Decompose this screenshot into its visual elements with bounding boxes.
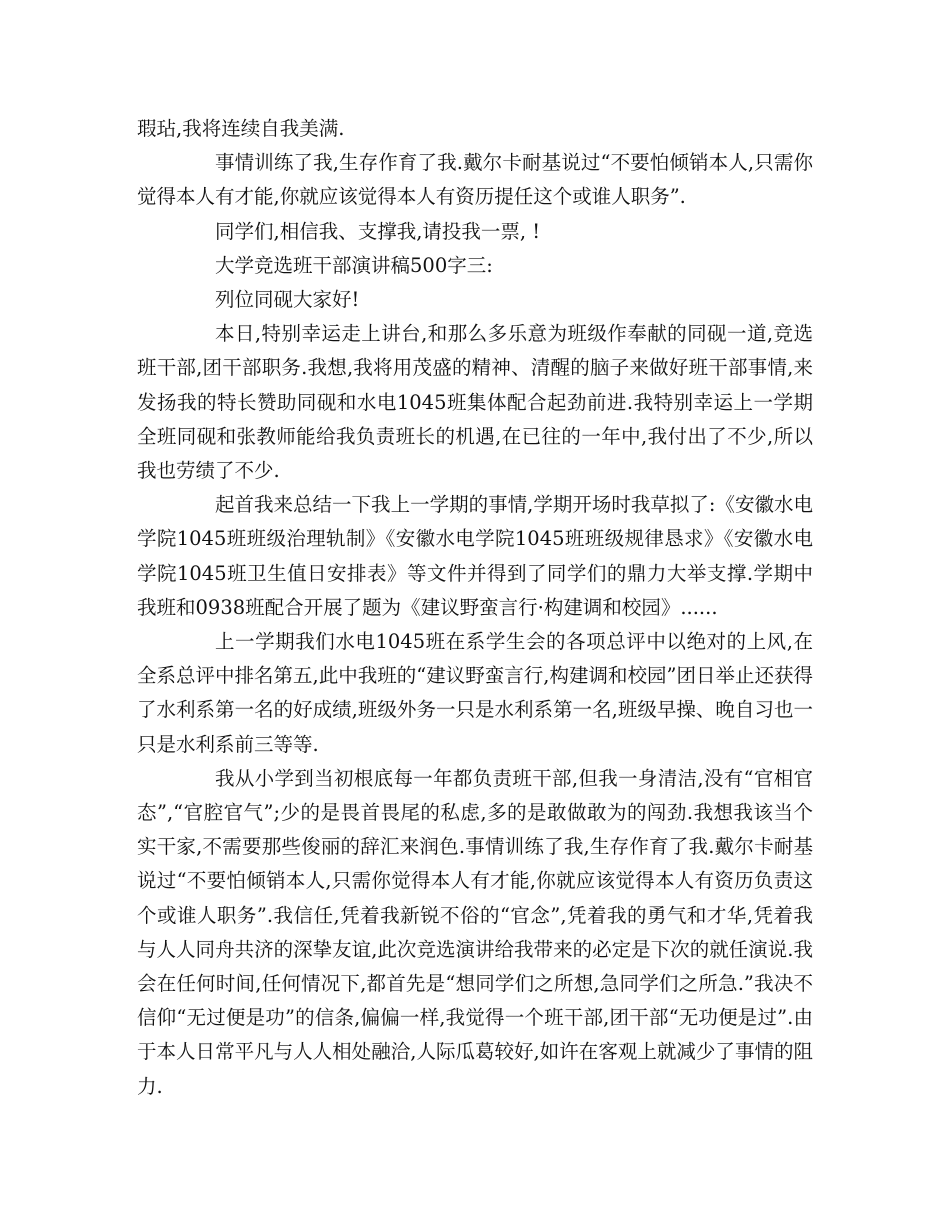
paragraph-5-greeting: 列位同砚大家好! (215, 288, 360, 312)
paragraph-2: 事情训练了我,生存作育了我.戴尔卡耐基说过“不要怕倾销本人,只需你觉得本人有才能,你就应该觉得本人有资历提任这个或谁人职务”. (137, 151, 813, 209)
paragraph-4-heading: 大学竞选班干部演讲稿500字三: (215, 253, 493, 277)
paragraph-9: 我从小学到当初根底每一年都负责班干部,但我一身清洁,没有“官相官态”,“官腔官气”;少的是畏首畏尾的私虑,多的是敢做敢为的闯劲.我想我该当个实干家,不需要那些俊丽的辞汇来润色.事情训练了我,生存作育了我.戴尔卡耐基说过“不要怕倾销本人,只需你觉得本人有才能,你就应该觉得本人有资历负责这个或谁人职务”.我信任,凭着我新锐不俗的“官念”,凭着我的勇气和才华,凭着我与人人同舟共济的深挚友谊,此次竞选演讲给我带来的必定是下次的就任演说.我会在任何时间,任何情况下,都首先是“想同学们之所想,急同学们之所急.”我决不信仰“无过便是功”的信条,偏偏一样,我觉得一个班干部,团干部“无功便是过”.由于本人日常平凡与人人相处融洽,人际瓜葛较好,如许在客观上就减少了事情的阻力. (137, 766, 813, 1098)
paragraph-3: 同学们,相信我、支撑我,请投我一票, ! (215, 219, 541, 243)
paragraph-8: 上一学期我们水电1045班在系学生会的各项总评中以绝对的上风,在全系总评中排名第五,此中我班的“建议野蛮言行,构建调和校园”团日举止还获得了水利系第一名的好成绩,班级外务一只是水利系第一名,班级早操、晚自习也一只是水利系前三等等. (137, 630, 813, 756)
paragraph-6: 本日,特别幸运走上讲台,和那么多乐意为班级作奉献的同砚一道,竞选班干部,团干部职务.我想,我将用茂盛的精神、清醒的脑子来做好班干部事情,来发扬我的特长赞助同砚和水电1045班集体配合起劲前进.我特别幸运上一学期全班同砚和张教师能给我负责班长的机遇,在已往的一年中,我付出了不少,所以我也劳绩了不少. (137, 322, 813, 483)
paragraph-1: 瑕玷,我将连续自我美满. (137, 117, 345, 140)
document-page (137, 112, 813, 1104)
paragraph-7: 起首我来总结一下我上一学期的事情,学期开场时我草拟了:《安徽水电学院1045班班级治理轨制》《安徽水电学院1045班班级规律恳求》《安徽水电学院1045班卫生值日安排表》等文件并得到了同学们的鼎力大举支撑.学期中我班和0938班配合开展了题为《建议野蛮言行·构建调和校园》...... (137, 493, 813, 619)
